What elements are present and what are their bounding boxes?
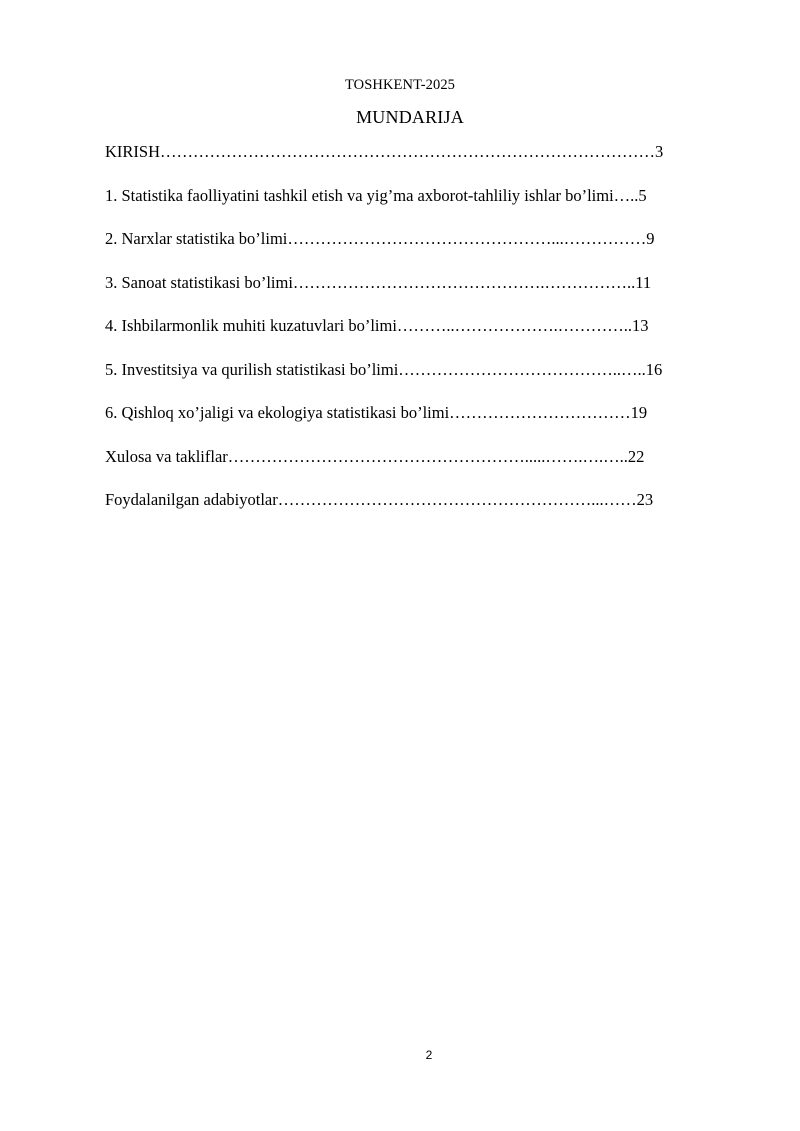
toc-entry-3: 3. Sanoat statistikasi bo’limi……………………………………….……………..11 <box>105 272 652 292</box>
city-year-header: TOSHKENT-2025 <box>344 77 456 93</box>
toc-entry-1: 1. Statistika faolliyatini tashkil etish va yig’ma axborot-tahliliy ishlar bo’limi…..5 <box>105 185 647 205</box>
toc-title: MUNDARIJA <box>356 107 464 127</box>
toc-entry-4: 4. Ishbilarmonlik muhiti kuzatuvlari bo’limi………..……………….…………..13 <box>105 316 649 335</box>
table-of-contents <box>105 142 722 534</box>
toc-entry-2: 2. Narxlar statistika bo’limi…………………………………………...……………9 <box>105 229 655 248</box>
toc-entry-adabiyotlar: Foydalanilgan adabiyotlar…………………………………………………...……23 <box>105 490 654 509</box>
toc-entry-xulosa: Xulosa va takliflar……………………………………………….....…….….…..22 <box>105 446 645 466</box>
toc-entry-6: 6. Qishloq xo’jaligi va ekologiya statistikasi bo’limi……………………………19 <box>105 403 648 422</box>
page-number: 2 <box>425 1048 433 1062</box>
toc-entry-kirish: KIRISH………………………………………………………………………………3 <box>105 142 664 161</box>
toc-entry-5: 5. Investitsiya va qurilish statistikasi bo’limi…………………………………..…..16 <box>105 359 663 379</box>
